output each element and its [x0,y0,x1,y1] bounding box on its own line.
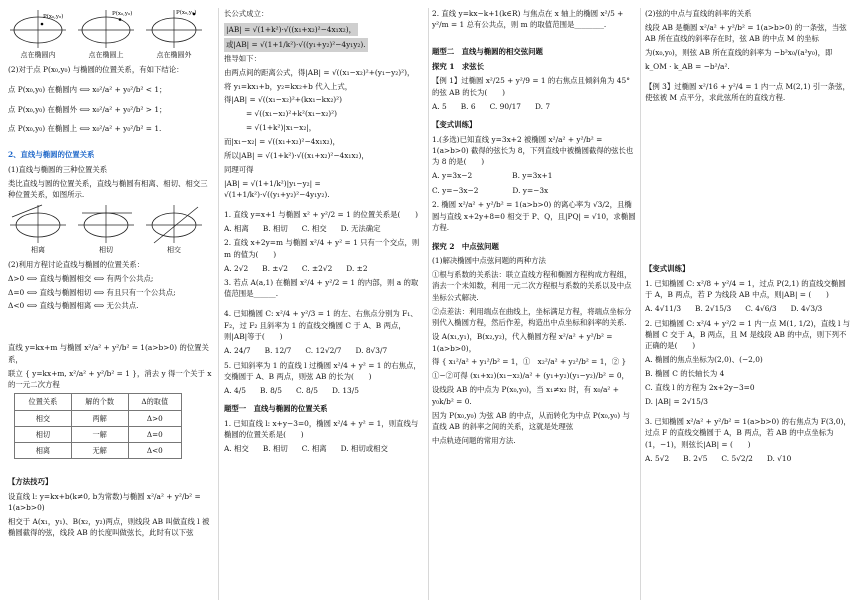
text-line: 相交于 A(x₁，y₁)、B(x₂，y₂)两点，则线段 AB 叫做直线 l 被椭圆截得的弦，线段 AB 的长度叫做弦长，此时有以下弦 [8,516,210,538]
text-line: 而|x₁−x₂| = √((x₁+x₂)²−4x₁x₂)， [224,136,340,146]
option: D. y=−3x [512,185,549,195]
option: B. 2√15/3 [695,304,732,314]
text-line: Δ<0 ⟺ 直线与椭圆相离 ⟺ 无公共点. [8,301,139,311]
line-ellipse-figures [8,203,212,256]
figure-caption: 相交 [167,245,181,254]
question-line: 3. 已知椭圆 x²/a² + y²/b² = 1(a>b>0) 的右焦点为 F(3,0)，过点 F 的直线交椭圆于 A，B 两点，若 AB 的中点坐标为(1，−1)，则弦长|AB| = ( ) [645,416,851,449]
figure-intersect [144,203,204,256]
chord-formula-y: 或|AB| = √(1+1/k²)·√((y₁+y₂)²−4y₁y₂). [224,38,368,51]
column-2 [224,8,424,604]
figure-point-outside [144,8,204,61]
options [224,345,424,356]
option: C. 直线 l 的方程为 2x+2y−3=0 [645,383,755,393]
line-separate-diagram [8,203,68,245]
option: C. 4√6/3 [745,304,777,314]
option: A. 2√2 [224,263,249,273]
column-divider [428,8,429,600]
text-line: 长公式成立： [224,9,269,18]
option: C. 5√2/2 [721,453,753,463]
table-cell: 相离 [15,442,72,458]
table-cell: 相切 [15,426,72,442]
section-heading: 【方法技巧】 [8,477,53,487]
option: D. 7 [534,101,551,111]
text-line: ①−②可得 (x₁+x₂)(x₁−x₂)/a² + (y₁+y₂)(y₁−y₂)/b² = 0， [432,371,629,381]
table-cell: Δ>0 [128,410,181,426]
question-1: 1. 直线 y=x+1 与椭圆 x² + y²/2 = 1 的位置关系是( ) [224,209,419,219]
options [224,263,424,274]
option: A. 24/7 [224,346,251,356]
text-line: (2)对于点 P(x₀,y₀) 与椭圆的位置关系，有如下结论： [8,64,184,74]
section-heading: 2、直线与椭圆的位置关系 [8,150,95,160]
text-line: k_OM · k_AB = −b²/a². [645,62,730,72]
option: D. 8√3/7 [355,346,388,356]
option: B. 2√5 [683,453,708,463]
option: D. |AB| = 2√15/3 [645,396,709,406]
option: A. 5 [432,101,447,111]
figure-caption: 点在椭圆上 [88,51,124,59]
question-line: 2. 已知椭圆 C: x²/4 + y²/2 = 1 内一点 M(1, 1/2)，直线 l 与椭圆 C 交于 A，B 两点，且 M 是线段 AB 的中点，则下列不正确的是( ) [645,318,851,351]
figure-separate [8,203,68,256]
options [224,443,424,454]
figure-caption: 点在椭圆内 [20,51,56,59]
option: D. 无法确定 [340,223,381,233]
section-heading: 【变式训练】 [645,264,690,274]
option: D. 相切或相交 [340,444,388,454]
option: C. 90/17 [489,101,521,111]
column-divider [218,8,219,600]
question-6: 1. 已知直线 l: x+y−3=0，椭圆 x²/4 + y² = 1，则直线与椭圆的位置关系是( ) [224,418,419,440]
chord-formula-x: |AB| = √(1+k²)·√((x₁+x₂)²−4x₁x₂)， [224,23,358,36]
figure-point-inside [8,8,68,61]
text-line: |AB| = √(1+1/k²)|y₁−y₂| = √(1+1/k²)·√((y₁+y₂)²−4y₁y₂). [224,178,330,199]
option: C. y=−3x−2 [432,185,479,195]
table-cell: 一解 [71,426,128,442]
table-row [15,410,182,426]
option: B. 相切 [262,223,288,233]
figure-caption: 点在椭圆外 [156,51,192,59]
text-line: 设直线 l: y=kx+b(k≠0, b为常数)与椭圆 x²/a² + y²/b² = 1(a>b>0) [8,491,201,513]
section-heading: 题型一 直线与椭圆的位置关系 [224,404,328,414]
text-line: 得|AB| = √((x₁−x₂)²+(kx₁−kx₂)²) [224,95,343,105]
subsection-heading: 探究 1 求弦长 [432,61,485,71]
option: B. y=3x+1 [512,171,553,181]
options [645,303,853,314]
question-4: 4. 已知椭圆 C: x²/4 + y²/3 = 1 的左、右焦点分别为 F₁、F₂，过 F₂ 且斜率为 1 的直线交椭圆 C 于 A、B 两点，则|AB|等于( ) [224,309,418,342]
table-cell: 相交 [15,410,72,426]
options [224,385,424,396]
text-line: 设 A(x₁,y₁)，B(x₂,y₂)，代入椭圆方程 x²/a² + y²/b² = 1(a>b>0)， [432,332,613,353]
text-line: 推导如下： [224,53,261,63]
section-heading: 题型二 直线与椭圆的相交弦问题 [432,47,543,57]
option: B. 12/7 [264,346,292,356]
column-4 [645,8,853,604]
point-ellipse-figures [8,8,212,61]
option: B. 相切 [262,444,288,454]
option: A. 5√2 [645,453,670,463]
text-line: 直线 y=kx+m 与椭圆 x²/a² + y²/b² = 1(a>b>0) 的位置关系， [8,343,209,364]
text-line: 所以|AB| = √(1+k²)·√((x₁+x₂)²−4x₁x₂)， [224,150,369,160]
ellipse-point-outside-diagram [144,8,204,50]
text-line: ①根与系数的关系法：联立直线方程和椭圆方程构成方程组，消去一个未知数，利用一元二次方程根与系数的关系以及中点坐标公式解决. [432,270,632,302]
column-divider [640,8,641,600]
question-line: 2. 椭圆 x²/a² + y²/b² = 1(a>b>0) 的离心率为 √3/2，且椭圆与直线 x+2y+8=0 相交于 P、Q，且|PQ| = √10，求椭圆方程. [432,200,636,233]
option: A. 相交 [224,444,249,454]
text-line: 联立 { y=kx+m, x²/a² + y²/b² = 1 }，消去 y 得一个关于 x 的一元二次方程 [8,368,212,390]
text-line: 得 { x₁²/a² + y₁²/b² = 1，① x₂²/a² + y₂²/b² = 1，② } [432,357,627,367]
table-cell: 无解 [71,442,128,458]
table-cell: 两解 [71,410,128,426]
figure-caption: 相离 [31,245,45,254]
option: C. ±2√2 [301,263,333,273]
subsection-heading: 探究 2 中点弦问题 [432,241,499,251]
option: D. 4√3/3 [790,304,823,314]
question-5: 5. 已知斜率为 1 的直线 l 过椭圆 x²/4 + y² = 1 的右焦点，交椭圆于 A、B 两点，则弦 AB 的长为( ) [224,360,421,382]
option: A. y=3x−2 [432,171,473,181]
figure-caption: 相切 [99,245,113,254]
options [224,223,424,234]
text-line: (1)解决椭圆中点弦问题的两种方法 [432,256,546,266]
text-line: = √(1+k²)|x₁−x₂|， [246,123,317,133]
question-3: 3. 若点 A(a,1) 在椭圆 x²/4 + y²/2 = 1 的内部，则 a 的取值范围是______. [224,277,419,299]
table-row [15,426,182,442]
option: D. ±2 [346,263,368,273]
text-line: 为(x₀,y₀)，则弦 AB 所在直线的斜率为 −b²x₀/(a²y₀)，即 [645,48,833,58]
text-line: 点 P(x₀,y₀) 在椭圆上 ⟺ x₀²/a² + y₀²/b² = 1. [8,124,162,134]
text-line: 中点轨迹问题的常用方法. [432,435,516,445]
line-intersect-diagram [144,203,204,245]
section-heading: 【变式训练】 [432,120,477,130]
table-header: 解的个数 [71,394,128,410]
column-3 [432,8,637,604]
options [645,453,853,464]
question-2: 2. 直线 x+2y=m 与椭圆 x²/4 + y² = 1 只有一个交点，则 m 的值为( ) [224,238,420,259]
text-line: ②点差法：利用端点在曲线上，坐标满足方程，将端点坐标分别代入椭圆方程，然后作差，构造出中点坐标和斜率的关系. [432,306,632,328]
option: B. 椭圆 C 的长轴长为 4 [645,369,725,379]
question-line: 1. 已知椭圆 C: x²/8 + y²/4 = 1，过点 P(2,1) 的直线交椭圆于 A，B 两点，若 P 为线段 AB 中点，则|AB| = ( ) [645,278,846,300]
text-line: 将 y₁=kx₁+b，y₂=kx₂+b 代入上式， [224,81,353,91]
option: A. 相离 [224,223,249,233]
table-cell: Δ<0 [128,442,181,458]
text-line: 同理可得 [224,164,254,174]
options [432,170,637,181]
option: B. ±√2 [262,263,288,273]
example-1: 【例 1】过椭圆 x²/25 + y²/9 = 1 的右焦点且倾斜角为 45° 的弦 AB 的长为( ) [432,76,630,97]
options [432,101,637,112]
text-line: 设线段 AB 的中点为 P(x₀,y₀)，当 x₁≠x₂ 时，有 x₀/a² + y₀k/b² = 0. [432,385,619,406]
table-header: Δ的取值 [128,394,181,410]
text-line: 线段 AB 是椭圆 x²/a² + y²/b² = 1(a>b>0) 的一条弦，当弦 AB 所在直线的斜率存在时，弦 AB 的中点 M 的坐标 [645,22,847,44]
ellipse-point-on-diagram [76,8,136,50]
text-line: 由两点间的距离公式，得|AB| = √((x₁−x₂)²+(y₁−y₂)²)， [224,67,415,77]
option: D. √10 [766,453,792,463]
option: D. 13/5 [331,385,359,395]
text-line: 点 P(x₀,y₀) 在椭圆内 ⟺ x₀²/a² + y₀²/b² < 1； [8,84,167,94]
table-row [15,442,182,458]
point-label: P(x₀,y₀) [112,11,133,17]
option: C. 相交 [301,223,327,233]
options [432,185,637,196]
figure-tangent [76,203,136,256]
line-tangent-diagram [76,203,136,245]
question-line: 2. 直线 y=kx−k+1(k∈R) 与焦点在 x 轴上的椭圆 x²/5 + y²/m = 1 总有公共点，则 m 的取值范围是________. [432,9,624,30]
text-line: Δ>0 ⟺ 直线与椭圆相交 ⟺ 有两个公共点; [8,273,154,283]
option: C. 12√2/7 [305,346,342,356]
option: C. 8/5 [295,385,318,395]
text-line: (2)弦的中点与直线的斜率的关系 [645,9,752,18]
option: B. 6 [460,101,476,111]
text-line: 点 P(x₀,y₀) 在椭圆外 ⟺ x₀²/a² + y₀²/b² > 1； [8,104,167,114]
option: A. 4√11/3 [645,304,682,314]
point-label: P(x₀,y₀) [43,14,64,20]
position-relation-table [14,393,182,459]
column-1 [8,8,212,604]
text-line: (2)利用方程讨论直线与椭圆的位置关系： [8,259,145,269]
table-header: 位置关系 [15,394,72,410]
figure-point-on [76,8,136,61]
ellipse-point-inside-diagram [8,8,68,50]
example-3: 【例 3】过椭圆 x²/16 + y²/4 = 1 内一点 M(2,1) 引一条弦，使弦被 M 点平分，求此弦所在的直线方程. [645,81,850,103]
option: A. 椭圆的焦点坐标为(2,0)、(−2,0) [645,355,763,365]
option: B. 8/5 [259,385,282,395]
text-line: = √((x₁−x₂)²+k²(x₁−x₂)²) [246,109,338,119]
option: A. 4/5 [224,385,246,395]
question-line: 1.(多选)已知直线 y=3x+2 被椭圆 x²/a² + y²/b² = 1(a>b>0) 截得的弦长为 8，下列直线中被椭圆截得的弦长也为 8 的是( ) [432,134,634,167]
point-label: P(x₀,y₀) [176,10,197,16]
option: C. 相离 [301,444,327,454]
text-line: (1)直线与椭圆的三种位置关系 [8,164,108,174]
table-cell: Δ=0 [128,426,181,442]
text-line: 因为 P(x₀,y₀) 为弦 AB 的中点，从而转化为中点 P(x₀,y₀) 与直线 AB 的斜率之间的关系，这就是处理弦 [432,410,630,431]
text-line: 类比直线与圆的位置关系，直线与椭圆有相离、相切、相交三种位置关系，如图所示. [8,178,208,200]
text-line: Δ=0 ⟺ 直线与椭圆相切 ⟺ 有且只有一个公共点; [8,287,176,297]
